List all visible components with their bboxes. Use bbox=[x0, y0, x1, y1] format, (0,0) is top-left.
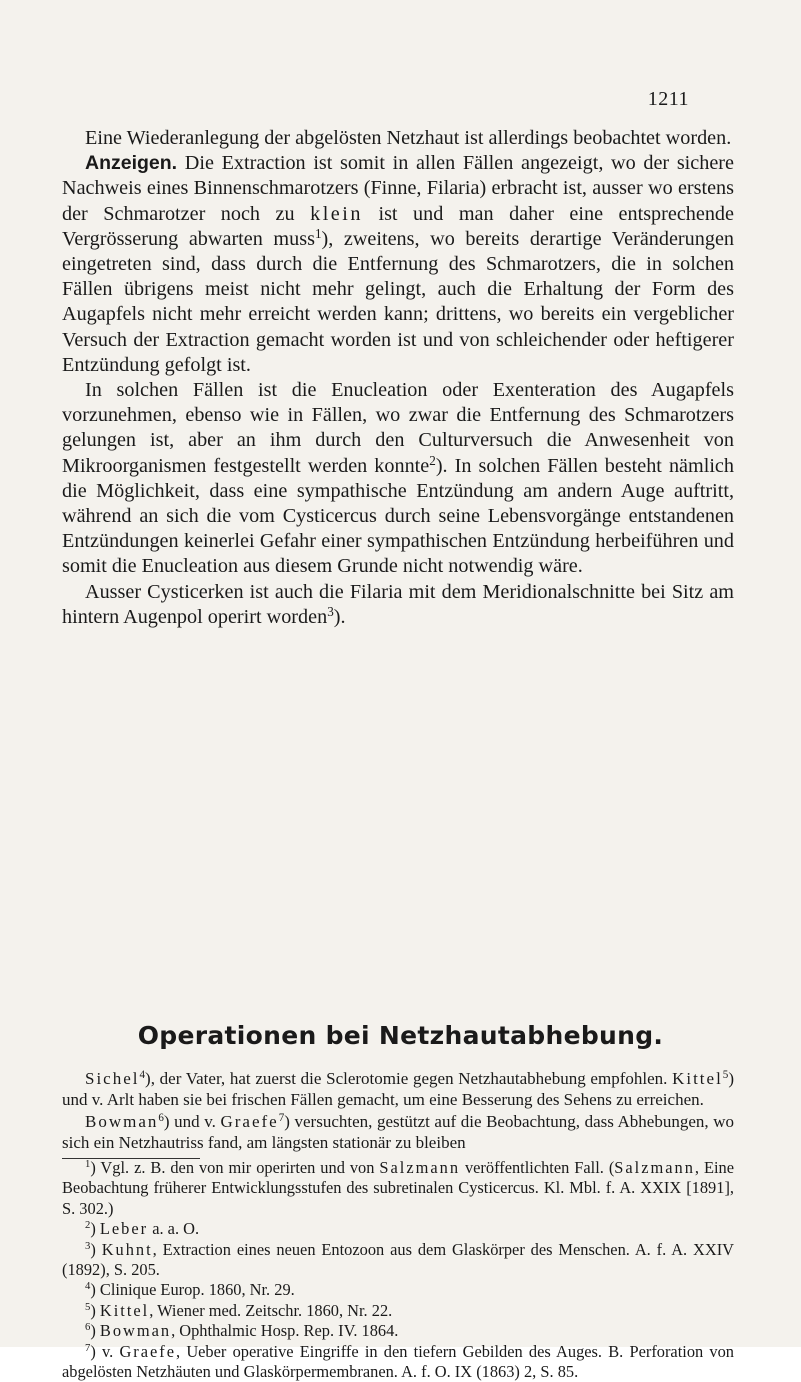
small-paragraph-2-text-b: ) versuchten, gestützt auf die Beobachtung, dass Abhebungen, wo sich ein Netzhautriss fand, am längsten stationär zu bleiben bbox=[62, 1111, 734, 1152]
footnote-4-text: ) Clinique Europ. 1860, Nr. 29. bbox=[90, 1280, 295, 1300]
small-paragraph-1-text-a: ), der Vater, hat zuerst die Sclerotomie gegen Netzhautabhebung empfohlen. bbox=[145, 1069, 673, 1088]
author-kittel: Kittel bbox=[672, 1069, 723, 1088]
footnote-ref-3: 3 bbox=[327, 603, 334, 619]
footnote-ref-4: 4 bbox=[139, 1068, 146, 1081]
footnote-1-text-b: veröffentlichten Fall. ( bbox=[460, 1158, 615, 1177]
small-paragraph-1 bbox=[62, 1068, 734, 1111]
footnote-7-number: 7 bbox=[85, 1342, 91, 1354]
footnote-1-number: 1 bbox=[85, 1159, 91, 1171]
paragraph-3-text-a: In solchen Fällen ist die Enucleation oder Exenteration des Augapfels vorzunehmen, ebenso wie in Fällen, wo zwar die Entfernung des Schmarotzers gelungen ist, aber an ihm durch den Culturversuch die Anwesenheit von Mikroorganismen festgestellt werden konnte bbox=[62, 379, 734, 477]
footnote-3-text-b: , Extraction eines neuen Entozoon aus dem Glaskörper des Menschen. A. f. A. XXIV (1892), S. 205. bbox=[62, 1239, 734, 1280]
page-number: 1211 bbox=[647, 88, 689, 110]
author-graefe: Graefe bbox=[220, 1111, 279, 1131]
footnote-5-text-b: , Wiener med. Zeitschr. 1860, Nr. 22. bbox=[149, 1300, 393, 1320]
main-text bbox=[62, 126, 734, 630]
small-paragraph-2-text-a: ) und v. bbox=[163, 1111, 221, 1131]
footnote-ref-7: 7 bbox=[278, 1111, 285, 1124]
paragraph-1-text: Eine Wiederanlegung der abgelösten Netzhaut ist allerdings beobachtet worden. bbox=[85, 127, 732, 149]
emphasis-klein: klein bbox=[310, 202, 363, 225]
paragraph-4 bbox=[62, 580, 734, 630]
footnote-6-text-a: ) bbox=[90, 1321, 100, 1341]
footnote-6-author: Bowman bbox=[99, 1321, 172, 1341]
footnote-7-text-a: ) v. bbox=[90, 1341, 120, 1361]
footnote-ref-5: 5 bbox=[722, 1068, 729, 1081]
footnote-ref-1: 1 bbox=[314, 225, 322, 241]
footnote-2-author: Leber bbox=[99, 1219, 149, 1239]
paragraph-3 bbox=[62, 378, 734, 580]
footnote-1-author: Salzmann bbox=[379, 1158, 461, 1177]
paragraph-4-text-b: ). bbox=[333, 605, 346, 628]
footnote-4 bbox=[62, 1280, 734, 1300]
paragraph-4-text-a: Ausser Cysticerken ist auch die Filaria mit dem Meridionalschnitte bei Sitz am hintern Augenpol operirt worden bbox=[62, 580, 734, 628]
paragraph-3-text-b: ). In solchen Fällen besteht nämlich die Möglichkeit, dass eine sympathische Entzündung am andern Auge auftritt, während an sich die vom Cysticercus durch seine Lebensvorgänge entstandenen Entzündungen keinerlei Gefahr einer sympathischen Entzündung herbeiführen und somit die Enucleation aus diesem Grunde nicht notwendig wäre. bbox=[62, 454, 734, 578]
footnote-3-author: Kuhnt bbox=[101, 1239, 153, 1259]
paragraph-2-text-c: ), zweitens, wo bereits derartige Veränderungen eingetreten sind, dass durch die Entfernung des Schmarotzers, die in solchen Fällen übrigens meist nicht mehr gelingt, auch die Erhaltung der Form des Augapfels nicht mehr erreicht werden kann; drittens, wo bereits ein vergeblicher Versuch der Extraction gemacht worden ist und von schleichender oder heftigerer Entzündung gefolgt ist. bbox=[62, 227, 734, 376]
footnote-ref-2: 2 bbox=[429, 452, 436, 468]
paragraph-indications bbox=[62, 151, 734, 378]
footnotes bbox=[62, 1158, 734, 1382]
footnote-1-text-a: ) Vgl. z. B. den von mir operirten und von bbox=[90, 1158, 380, 1177]
footnote-6 bbox=[62, 1321, 734, 1341]
paragraph-1 bbox=[62, 126, 734, 151]
paragraph-2-text-b: ist und man daher eine entsprechende Vergrösserung abwarten muss bbox=[62, 202, 734, 250]
footnote-7-author: Graefe bbox=[119, 1341, 177, 1361]
footnote-2-text-a: ) bbox=[90, 1219, 100, 1239]
footnote-5-text-a: ) bbox=[90, 1300, 100, 1320]
paragraph-2-text-a: Die Extraction ist somit in allen Fällen angezeigt, wo der sichere Nachweis eines Binnenschmarotzers (Finne, Filaria) erbracht ist, ausser wo erstens der Schmarotzer noch zu bbox=[62, 152, 734, 225]
small-paragraph-1-text-b: ) und v. Arlt haben sie bei frischen Fällen gemacht, um eine Besserung des Sehens zu erreichen. bbox=[62, 1069, 734, 1110]
footnote-1 bbox=[62, 1158, 734, 1219]
footnote-5-author: Kittel bbox=[99, 1300, 150, 1320]
author-bowman: Bowman bbox=[85, 1111, 159, 1131]
footnote-5-number: 5 bbox=[85, 1301, 91, 1313]
footnote-3-text-a: ) bbox=[90, 1239, 102, 1259]
footnote-3 bbox=[62, 1240, 734, 1281]
footnote-2-text-b: a. a. O. bbox=[148, 1219, 200, 1239]
inline-heading-anzeigen: Anzeigen. bbox=[85, 152, 178, 175]
footnote-6-number: 6 bbox=[85, 1322, 91, 1334]
footnote-2 bbox=[62, 1219, 734, 1239]
footnote-1-text-c: , Eine Beobachtung früherer Entwicklungsstufen des subretinalen Cysticercus. Kl. Mbl. f. A. XXIX [1891], S. 302.) bbox=[62, 1158, 735, 1218]
footnote-5 bbox=[62, 1301, 734, 1321]
footnote-7 bbox=[62, 1342, 734, 1382]
footnote-6-text-b: , Ophthalmic Hosp. Rep. IV. 1864. bbox=[171, 1321, 399, 1341]
author-sichel: Sichel bbox=[85, 1069, 140, 1088]
section-heading: Operationen bei Netzhautabhebung. bbox=[137, 1021, 664, 1050]
footnote-1-author-2: Salzmann bbox=[614, 1158, 695, 1177]
footnote-3-number: 3 bbox=[85, 1240, 91, 1252]
small-print-text bbox=[62, 1068, 734, 1153]
footnote-4-number: 4 bbox=[85, 1281, 91, 1293]
footnote-ref-6: 6 bbox=[158, 1111, 164, 1124]
small-paragraph-2 bbox=[62, 1111, 734, 1154]
footnote-7-text-b: , Ueber operative Eingriffe in den tiefern Gebilden des Auges. B. Perforation von abgelösten Netzhäuten und Glaskörpermembranen. A. f. O. IX (1863) 2, S. 85. bbox=[62, 1341, 735, 1382]
footnote-2-number: 2 bbox=[85, 1220, 91, 1232]
